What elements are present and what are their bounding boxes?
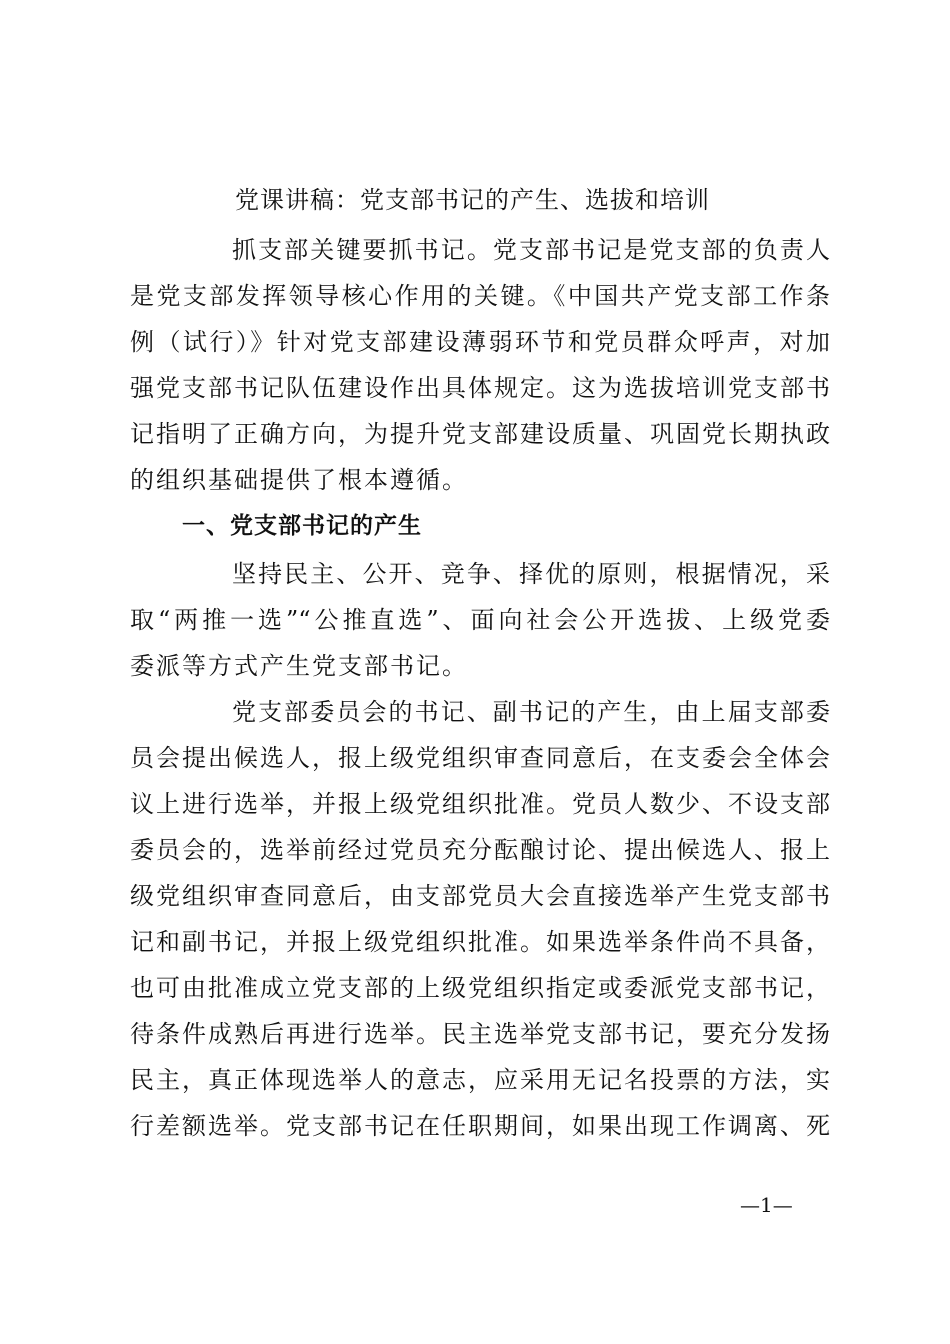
intro-line: 的组织基础提供了根本遵循。	[130, 466, 468, 494]
paragraph-line: 也可由批准成立党支部的上级党组织指定或委派党支部书记，	[130, 974, 830, 1002]
paragraph-line: 议上进行选举，并报上级党组织批准。党员人数少、不设支部	[130, 790, 830, 818]
intro-line: 记指明了正确方向，为提升党支部建设质量、巩固党长期执政	[130, 420, 830, 448]
intro-line: 例（试行）》针对党支部建设薄弱环节和党员群众呼声，对加	[130, 328, 830, 356]
document-title: 党课讲稿：党支部书记的产生、选拔和培训	[235, 186, 710, 214]
paragraph-line: 行差额选举。党支部书记在任职期间，如果出现工作调离、死	[130, 1112, 830, 1140]
paragraph-line: 党支部委员会的书记、副书记的产生，由上届支部委	[232, 698, 830, 726]
paragraph-line: 委员会的，选举前经过党员充分酝酿讨论、提出候选人、报上	[130, 836, 830, 864]
page-number: —1—	[740, 1193, 793, 1217]
intro-line: 强党支部书记队伍建设作出具体规定。这为选拔培训党支部书	[130, 374, 830, 402]
paragraph-line: 民主，真正体现选举人的意志，应采用无记名投票的方法，实	[130, 1066, 830, 1094]
paragraph-line: 取“两推一选”“公推直选”、面向社会公开选拔、上级党委	[130, 606, 830, 634]
paragraph-line: 坚持民主、公开、竞争、择优的原则，根据情况，采	[232, 560, 830, 588]
paragraph-line: 员会提出候选人，报上级党组织审查同意后，在支委会全体会	[130, 744, 830, 772]
intro-line: 抓支部关键要抓书记。党支部书记是党支部的负责人	[232, 236, 830, 264]
paragraph-line: 委派等方式产生党支部书记。	[130, 652, 468, 680]
paragraph-line: 待条件成熟后再进行选举。民主选举党支部书记，要充分发扬	[130, 1020, 830, 1048]
intro-line: 是党支部发挥领导核心作用的关键。《中国共产党支部工作条	[130, 282, 830, 310]
paragraph-line: 级党组织审查同意后，由支部党员大会直接选举产生党支部书	[130, 882, 830, 910]
paragraph-line: 记和副书记，并报上级党组织批准。如果选举条件尚不具备，	[130, 928, 830, 956]
section-heading: 一、党支部书记的产生	[182, 513, 422, 539]
